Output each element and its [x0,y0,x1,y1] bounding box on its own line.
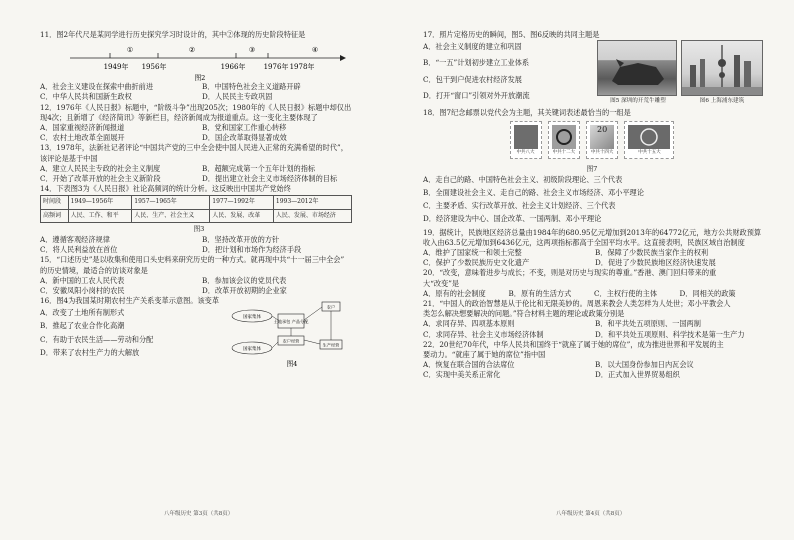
q22-options [423,360,761,380]
q13-option-d[interactable]: D．提出建立社会主义市场经济体制的目标 [202,174,338,184]
q15-option-a[interactable]: A．新中国的工农人民代表 [40,275,125,285]
q11-option-b[interactable]: B．中国特色社会主义道路开辟 [202,82,301,92]
q22-option-b[interactable]: B．以大国身份参加日内瓦会议 [595,360,694,370]
q21-option-a[interactable]: A．求同存异、四项基本原则 [423,319,515,329]
q20-option-b[interactable]: B．原有的生活方式 [508,288,572,298]
q17-stem: 17．照片定格历史的瞬间，图5、图6反映的共同主题是 [423,30,600,39]
diagram-left-bottom: 国家集体 [243,347,261,353]
q18-option-d[interactable]: D．经济建设为中心、国企改革、一国两制、邓小平理论 [423,214,602,224]
q15-stem-2: 的历史情境，最适合的访谈对象是 [40,265,148,275]
left-page-footer: 八年级历史 第3页（共8页） [164,511,234,517]
table-cell: 1949—1956年 [68,196,132,209]
q13-stem-1: 13．1978年，法新社记者评论“中国共产党的三中全会使中国人民进入正常的充满希望的时代”， [40,143,348,153]
q16-diagram [226,296,354,374]
fig2-caption: 图2 [194,74,206,83]
stamp-caption: 中共十四大 [590,150,614,156]
ox-sculpture-icon [598,41,676,95]
q13-option-c[interactable]: C．开始了改革开放的社会主义新阶段 [40,174,161,184]
q17-option-b[interactable]: B．“一五”计划初步建立工业体系 [423,58,530,68]
q12-stem-1: 12．1976年《人民日报》标题中，“阶级斗争”出现205次；1980年的《人民日报》标题中却仅出 [40,102,352,112]
q16-option-c[interactable]: C．有助于农民生活——劳动和分配 [40,334,154,344]
table-cell: 人民、生产、社会主义 [132,209,210,222]
stamps-row [423,121,761,162]
q14-option-c[interactable]: C．将人民利益放在首位 [40,245,118,255]
q13-option-a[interactable]: A．建立人民民主专政的社会主义制度 [40,163,161,173]
q17-option-a[interactable]: A．社会主义制度的建立和巩固 [423,42,522,52]
timeline-mark-4: ④ [311,46,319,55]
q17-option-d[interactable]: D．打开“窗口”引领对外开放潮流 [423,90,530,100]
fig7-caption: 图7 [586,164,598,173]
stamp-caption: 中共十五大 [638,150,661,156]
q15-stem-1: 15．“口述历史”是以收集和使用口头史料来研究历史的一种方式。就再现中共“十一届三中全会” [40,255,345,265]
q14-stem: 14．下表图3为《人民日报》社论高频词的统计分析。这反映出中国共产党始终 [40,184,291,194]
q16-block [40,296,358,380]
party-emblem-icon [552,125,576,149]
q18-stem: 18．图7纪念邮票以党代会为主题，其关键词表述最恰当的一组是 [423,108,631,118]
stamp-caption: 中共八大 [516,150,535,156]
right-page-footer: 八年级历史 第4页（共8页） [556,511,626,517]
q11-option-a[interactable]: A．社会主义建设在探索中曲折前进 [40,82,154,92]
q13-stem-2: 该评论是基于中国 [40,153,98,163]
q11-option-d[interactable]: D．人民民主专政巩固 [202,92,273,102]
q16-options [40,308,220,358]
q21-stem-1: 21．“中国人的政治智慧是从于伦比和无限美妙的。周恩来教会人类怎样为人处世；邓小平教会人 [423,299,731,309]
q18-option-a[interactable]: A．走自己的路、中国特色社会主义、初级阶段理论、三个代表 [423,174,623,184]
diagram-center-top: 土地承包 产品分配 [273,319,309,325]
q14-option-d[interactable]: D．把计划和市场作为经济手段 [202,245,302,255]
q20-stem-1: 20．“改变，意味着进步与成长；不变，则是对历史与现实的尊重。”香港、澳门回归带来的重 [423,268,717,278]
q19-stem-1: 19．据统计，民族地区经济总量由1984年的680.95亿元增加到2013年的64772亿元，地方公共财政预算 [423,227,762,237]
q19-options [423,248,761,268]
table-cell: 人民、发展、市场经济 [273,209,351,222]
diagram-right-top: 农户 [326,304,336,310]
fig5-caption: 图5 深圳的开荒牛雕塑 [610,98,666,105]
q19-option-b[interactable]: B．保障了少数民族当家作主的权利 [595,248,709,258]
q22-option-c[interactable]: C．实现中美关系正常化 [423,370,501,380]
left-page [40,30,358,380]
q20-options [423,289,761,299]
q14-options [40,235,358,255]
q14-table-header-row [41,196,352,209]
q21-option-b[interactable]: B．和平共处五项原则、一国两制 [595,319,701,329]
q21-option-c[interactable]: C．求同存异、社会主义市场经济体制 [423,329,544,339]
q13-option-b[interactable]: B．超额完成第一个五年计划的指标 [202,163,316,173]
stamp-15th-congress [624,121,674,159]
pudong-photo [681,40,763,96]
q12-option-c[interactable]: C．农村土地改革全面展开 [40,133,125,143]
table-cell: 时间段 [41,196,69,209]
diagram-right-bottom: 生产经营 [322,342,340,348]
q22-stem-2: 要动力。“就座了属于她的席位”指中国 [423,350,546,360]
q16-option-d[interactable]: D．带来了农村生产力的大解放 [40,347,140,357]
diagram-center-bottom: 农户经营 [282,338,300,344]
q15-options [40,276,358,296]
timeline-figure [40,42,350,82]
q18-option-c[interactable]: C．主要矛盾、实行改革开放、社会主义计划经济、三个代表 [423,201,616,211]
q15-option-b[interactable]: B．参加该会议的党员代表 [202,275,287,285]
stamp-image [514,125,538,149]
q11-options [40,82,358,102]
q15-option-c[interactable]: C．安徽凤阳小岗村的农民 [40,286,125,296]
q14-option-b[interactable]: B．坚持改革开放的方针 [202,235,280,245]
stamp-value: 20 [597,125,608,135]
timeline-year-1978: 1978年 [289,63,315,72]
fig6-caption: 图6 上海浦东建筑 [699,98,745,105]
q20-stem-2: 大“改变”是 [423,278,460,288]
q19-stem-2: 收入由63.5亿元增加到6436亿元，这两项指标都高于全国平均水平。这直接表明，民族区域自治制度 [423,237,745,247]
q12-option-a[interactable]: A．国家重视经济新闻报道 [40,123,125,133]
q20-option-c[interactable]: C．主权行使的主体 [594,288,658,298]
stamp-image [552,125,576,149]
timeline-year-1956: 1956年 [141,63,167,72]
stamp-8th-congress [510,121,542,159]
diagram-left-top: 国家集体 [243,315,261,321]
q12-option-d[interactable]: D．国企改革取得显著成效 [202,133,287,143]
right-page [423,30,761,381]
q16-option-a[interactable]: A．改变了土地所有制形式 [40,308,125,318]
q12-stem-2: 现4次；且新增了《经济简讯》等新栏目，经济新闻成为报道重点。这一变化主要体现了 [40,112,318,122]
q17-options [423,42,591,101]
q22-stem-1: 22．20世纪70年代，中华人民共和国终于“就座了属于她的席位”，成为推进世界和平发展的主 [423,339,724,349]
q19-option-a[interactable]: A．维护了国家统一和领土完整 [423,248,522,258]
shenzhen-ox-photo [597,40,677,96]
table-cell: 1993—2012年 [273,196,351,209]
q12-option-b[interactable]: B．党和国家工作重心转移 [202,123,287,133]
hammer-sickle-icon [628,125,670,149]
q21-options [423,319,761,339]
q22-option-a[interactable]: A．恢复在联合国的合法席位 [423,360,515,370]
table-cell: 人民、工作、和平 [68,209,132,222]
q13-options [40,164,358,184]
q19-option-d[interactable]: D．促进了少数民族地区经济快速发展 [595,258,716,268]
table-cell: 人民、发展、改革 [210,209,274,222]
timeline-year-1949: 1949年 [103,63,129,72]
stamp-12th-congress [548,121,580,159]
stamp-image [628,125,670,149]
q11-option-c[interactable]: C．中华人民共和国新生政权 [40,92,132,102]
q22-option-d[interactable]: D．正式加入世界贸易组织 [595,370,680,380]
q12-options [40,123,358,143]
fig4-caption: 图4 [286,360,298,369]
q16-option-b[interactable]: B．推起了农业合作化高潮 [40,321,125,331]
timeline-year-1966: 1966年 [220,63,246,72]
timeline-year-1976: 1976年 [263,63,289,72]
stamp-14th-congress [586,121,618,159]
fig3-caption: 图3 [193,224,205,233]
q14-table-row [41,209,352,222]
q15-option-d[interactable]: D．改革开放初期的企业家 [202,286,287,296]
table-cell: 1957—1965年 [132,196,210,209]
q16-stem: 16．图4为我国某时期农村生产关系变革示意图。该变革 [40,296,220,306]
q18-option-b[interactable]: B．全面建设社会主义、走自己的路、社会主义市场经济、邓小平理论 [423,188,644,198]
q14-option-a[interactable]: A．遵循客观经济规律 [40,235,110,245]
q20-option-d[interactable]: D．同相关的政策 [679,288,736,298]
timeline-mark-3: ③ [248,46,256,55]
stamp-caption: 中共十二大 [552,150,576,156]
q19-option-c[interactable]: C．保护了少数民族历史文化遗产 [423,258,530,268]
q17-option-c[interactable]: C．包干到户促进农村经济发展 [423,74,522,84]
q21-option-d[interactable]: D．和平共处五项原则、科学技术是第一生产力 [595,329,745,339]
table-cell: 高频词 [41,209,69,222]
timeline-mark-2: ② [188,46,196,55]
q17-block [423,40,761,108]
q11-stem: 11．图2年代尺是某同学进行历史探究学习时设计的，其中②体现的历史阶段特征是 [40,30,306,39]
pudong-skyline-icon [682,41,762,95]
q21-stem-2: 类怎么解决想要解决的问题。”符合材料主题的理论或政策分别是 [423,309,625,319]
q20-option-a[interactable]: A．原有的社会制度 [423,288,486,298]
q14-table [40,195,352,222]
table-cell: 1977—1992年 [210,196,274,209]
timeline-mark-1: ① [126,46,134,55]
stamp-image [590,125,614,149]
